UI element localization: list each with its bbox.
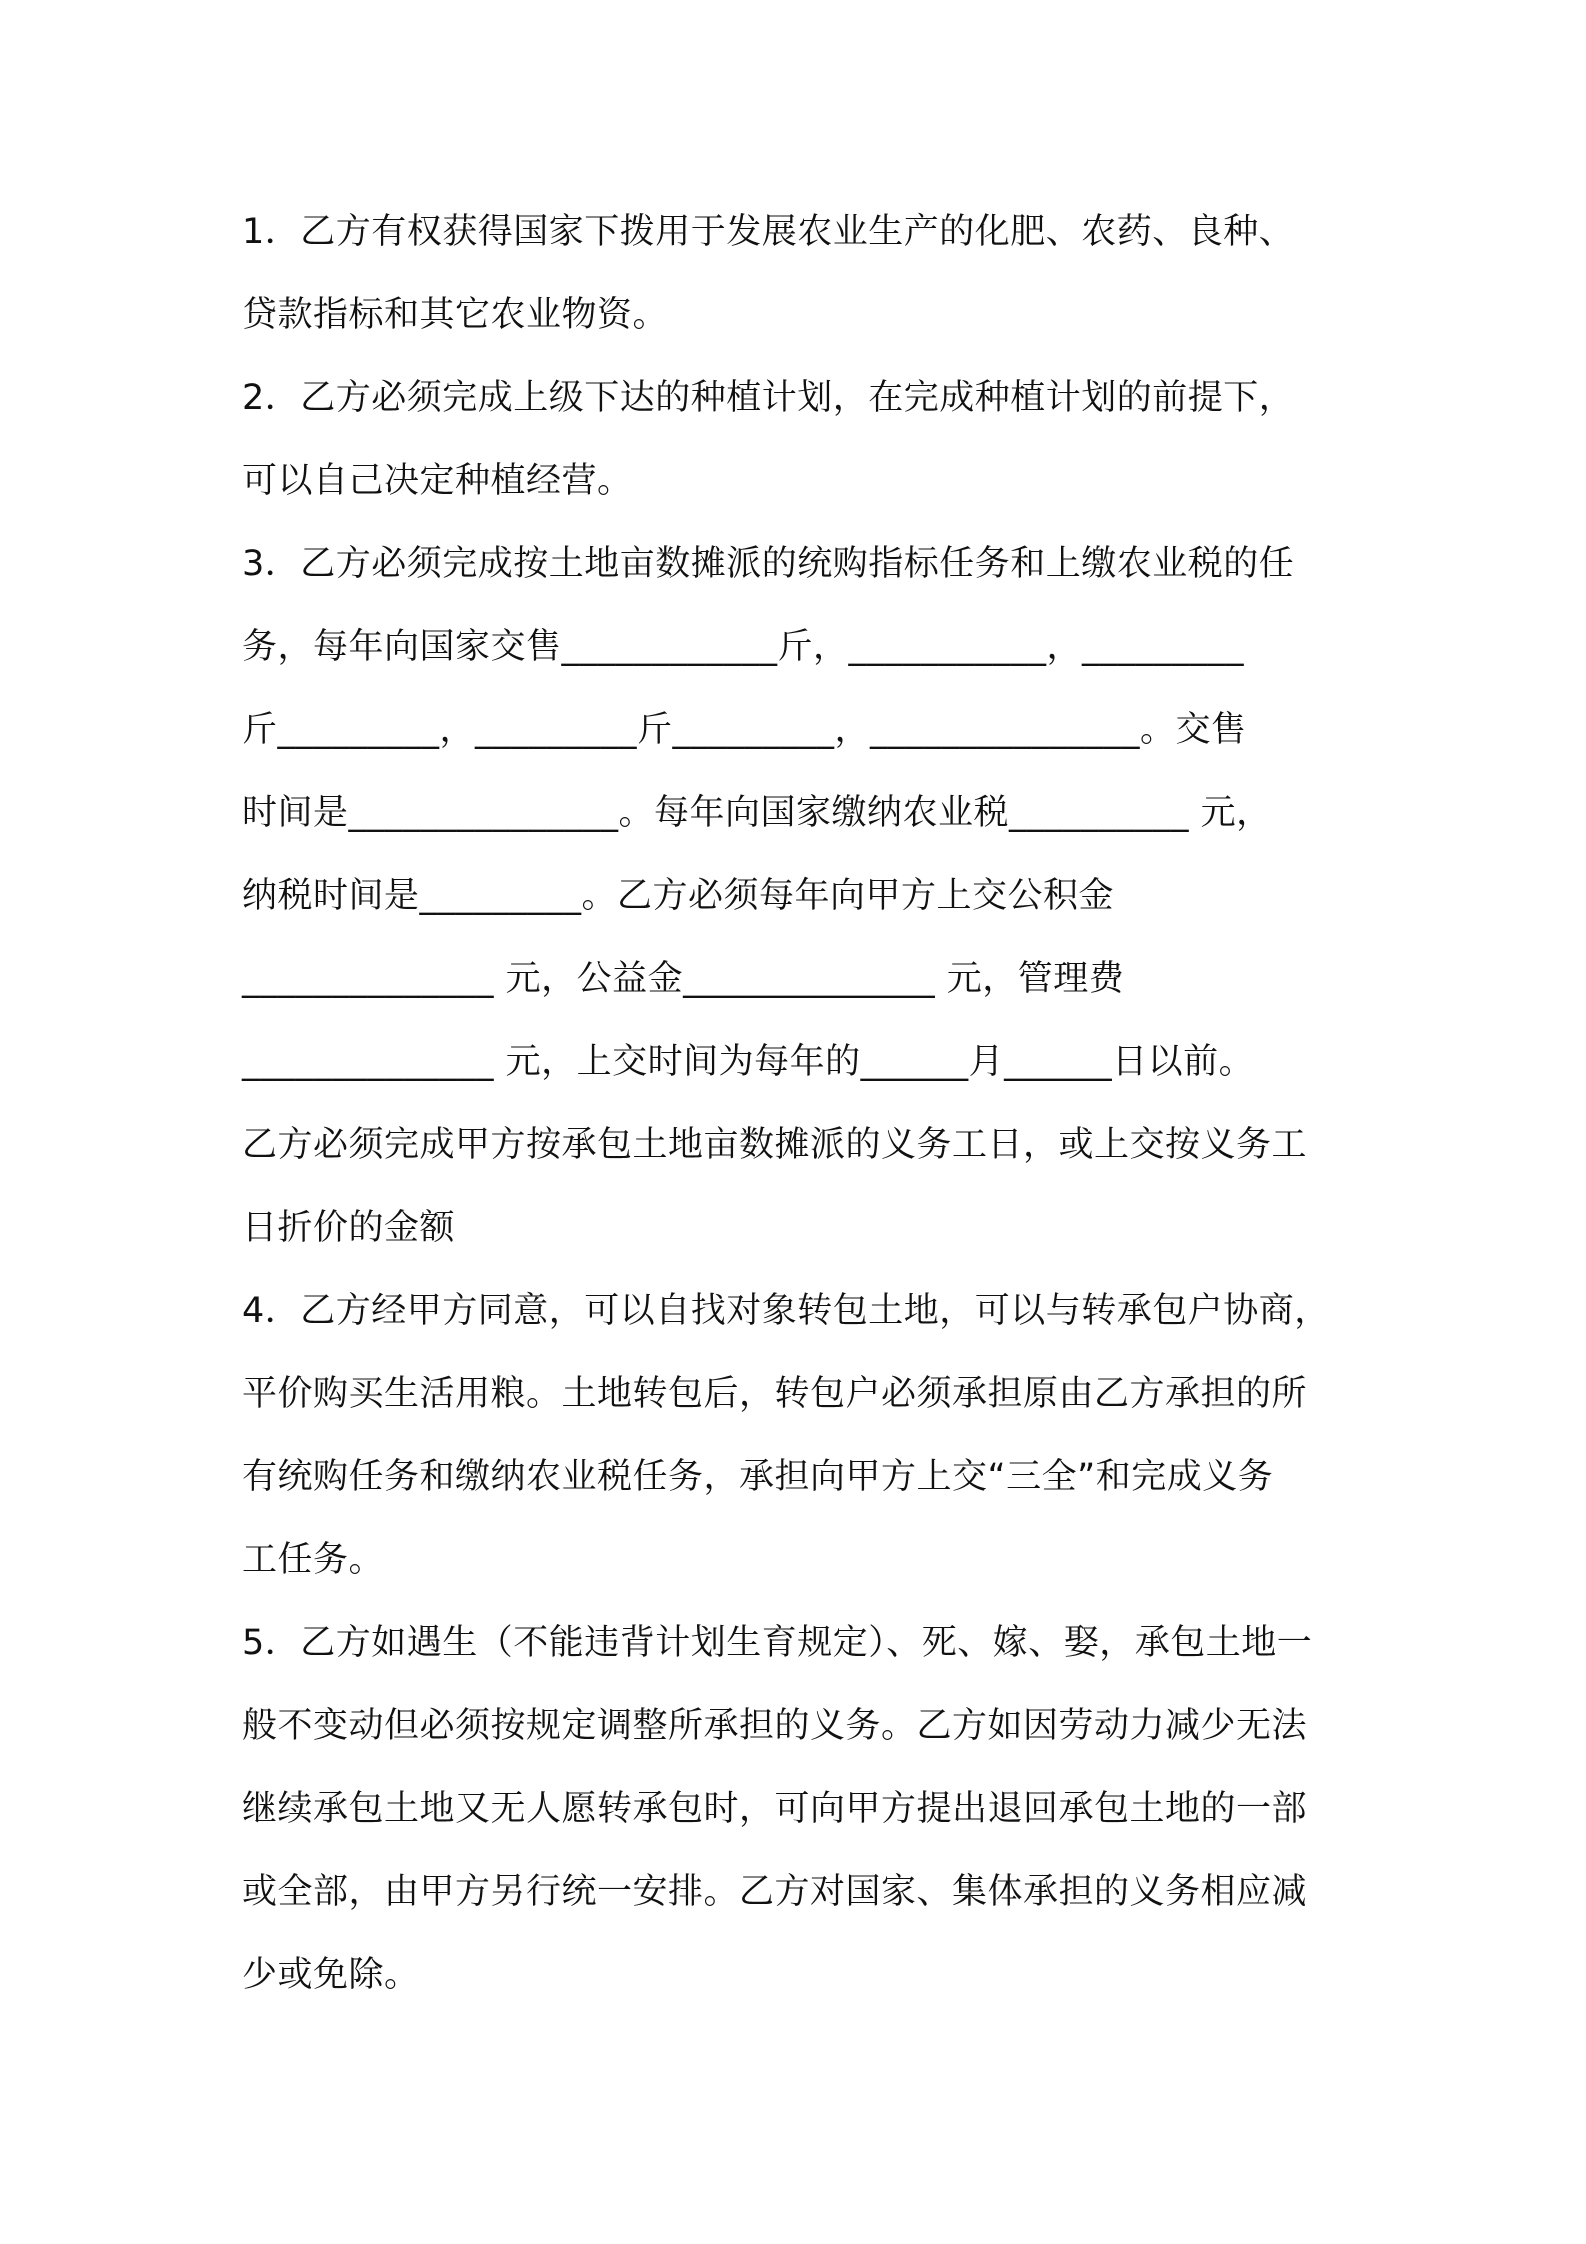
text-line: 斤_________，_________斤_________，_______________。交售 — [242, 710, 1247, 750]
text-line: 乙方必须完成甲方按承包土地亩数摊派的义务工日，或上交按义务工 — [242, 1125, 1308, 1165]
text-line: 或全部，由甲方另行统一安排。乙方对国家、集体承担的义务相应减 — [242, 1872, 1308, 1912]
text-line: ______________ 元，上交时间为每年的______月______日以前。 — [242, 1042, 1255, 1082]
text-line: 工任务。 — [242, 1540, 385, 1580]
text-line: 可以自己决定种植经营。 — [242, 461, 633, 501]
text-line: 时间是_______________。每年向国家缴纳农业税__________ 元， — [242, 793, 1272, 833]
text-line: 4．乙方经甲方同意，可以自找对象转包土地，可以与转承包户协商， — [242, 1291, 1330, 1331]
text-line: 日折价的金额 — [242, 1208, 456, 1248]
text-line: 般不变动但必须按规定调整所承担的义务。乙方如因劳动力减少无法 — [242, 1706, 1308, 1746]
text-line: ______________ 元，公益金______________ 元，管理费 — [242, 959, 1125, 999]
text-line: 平价购买生活用粮。土地转包后，转包户必须承担原由乙方承担的所 — [242, 1374, 1308, 1414]
text-line: 2．乙方必须完成上级下达的种植计划，在完成种植计划的前提下， — [242, 378, 1295, 418]
text-line: 5．乙方如遇生（不能违背计划生育规定）、死、嫁、娶，承包土地一 — [242, 1623, 1313, 1663]
text-line: 1．乙方有权获得国家下拨用于发展农业生产的化肥、农药、良种、 — [242, 212, 1295, 252]
text-line: 继续承包土地又无人愿转承包时，可向甲方提出退回承包土地的一部 — [242, 1789, 1308, 1829]
text-line: 有统购任务和缴纳农业税任务，承担向甲方上交“三全”和完成义务 — [242, 1457, 1274, 1497]
text-line: 贷款指标和其它农业物资。 — [242, 295, 669, 335]
text-line: 务，每年向国家交售____________斤，___________，_________ — [242, 627, 1245, 667]
text-line: 少或免除。 — [242, 1955, 420, 1995]
text-line: 3．乙方必须完成按土地亩数摊派的统购指标任务和上缴农业税的任 — [242, 544, 1295, 584]
text-line: 纳税时间是_________。乙方必须每年向甲方上交公积金 — [242, 876, 1115, 916]
